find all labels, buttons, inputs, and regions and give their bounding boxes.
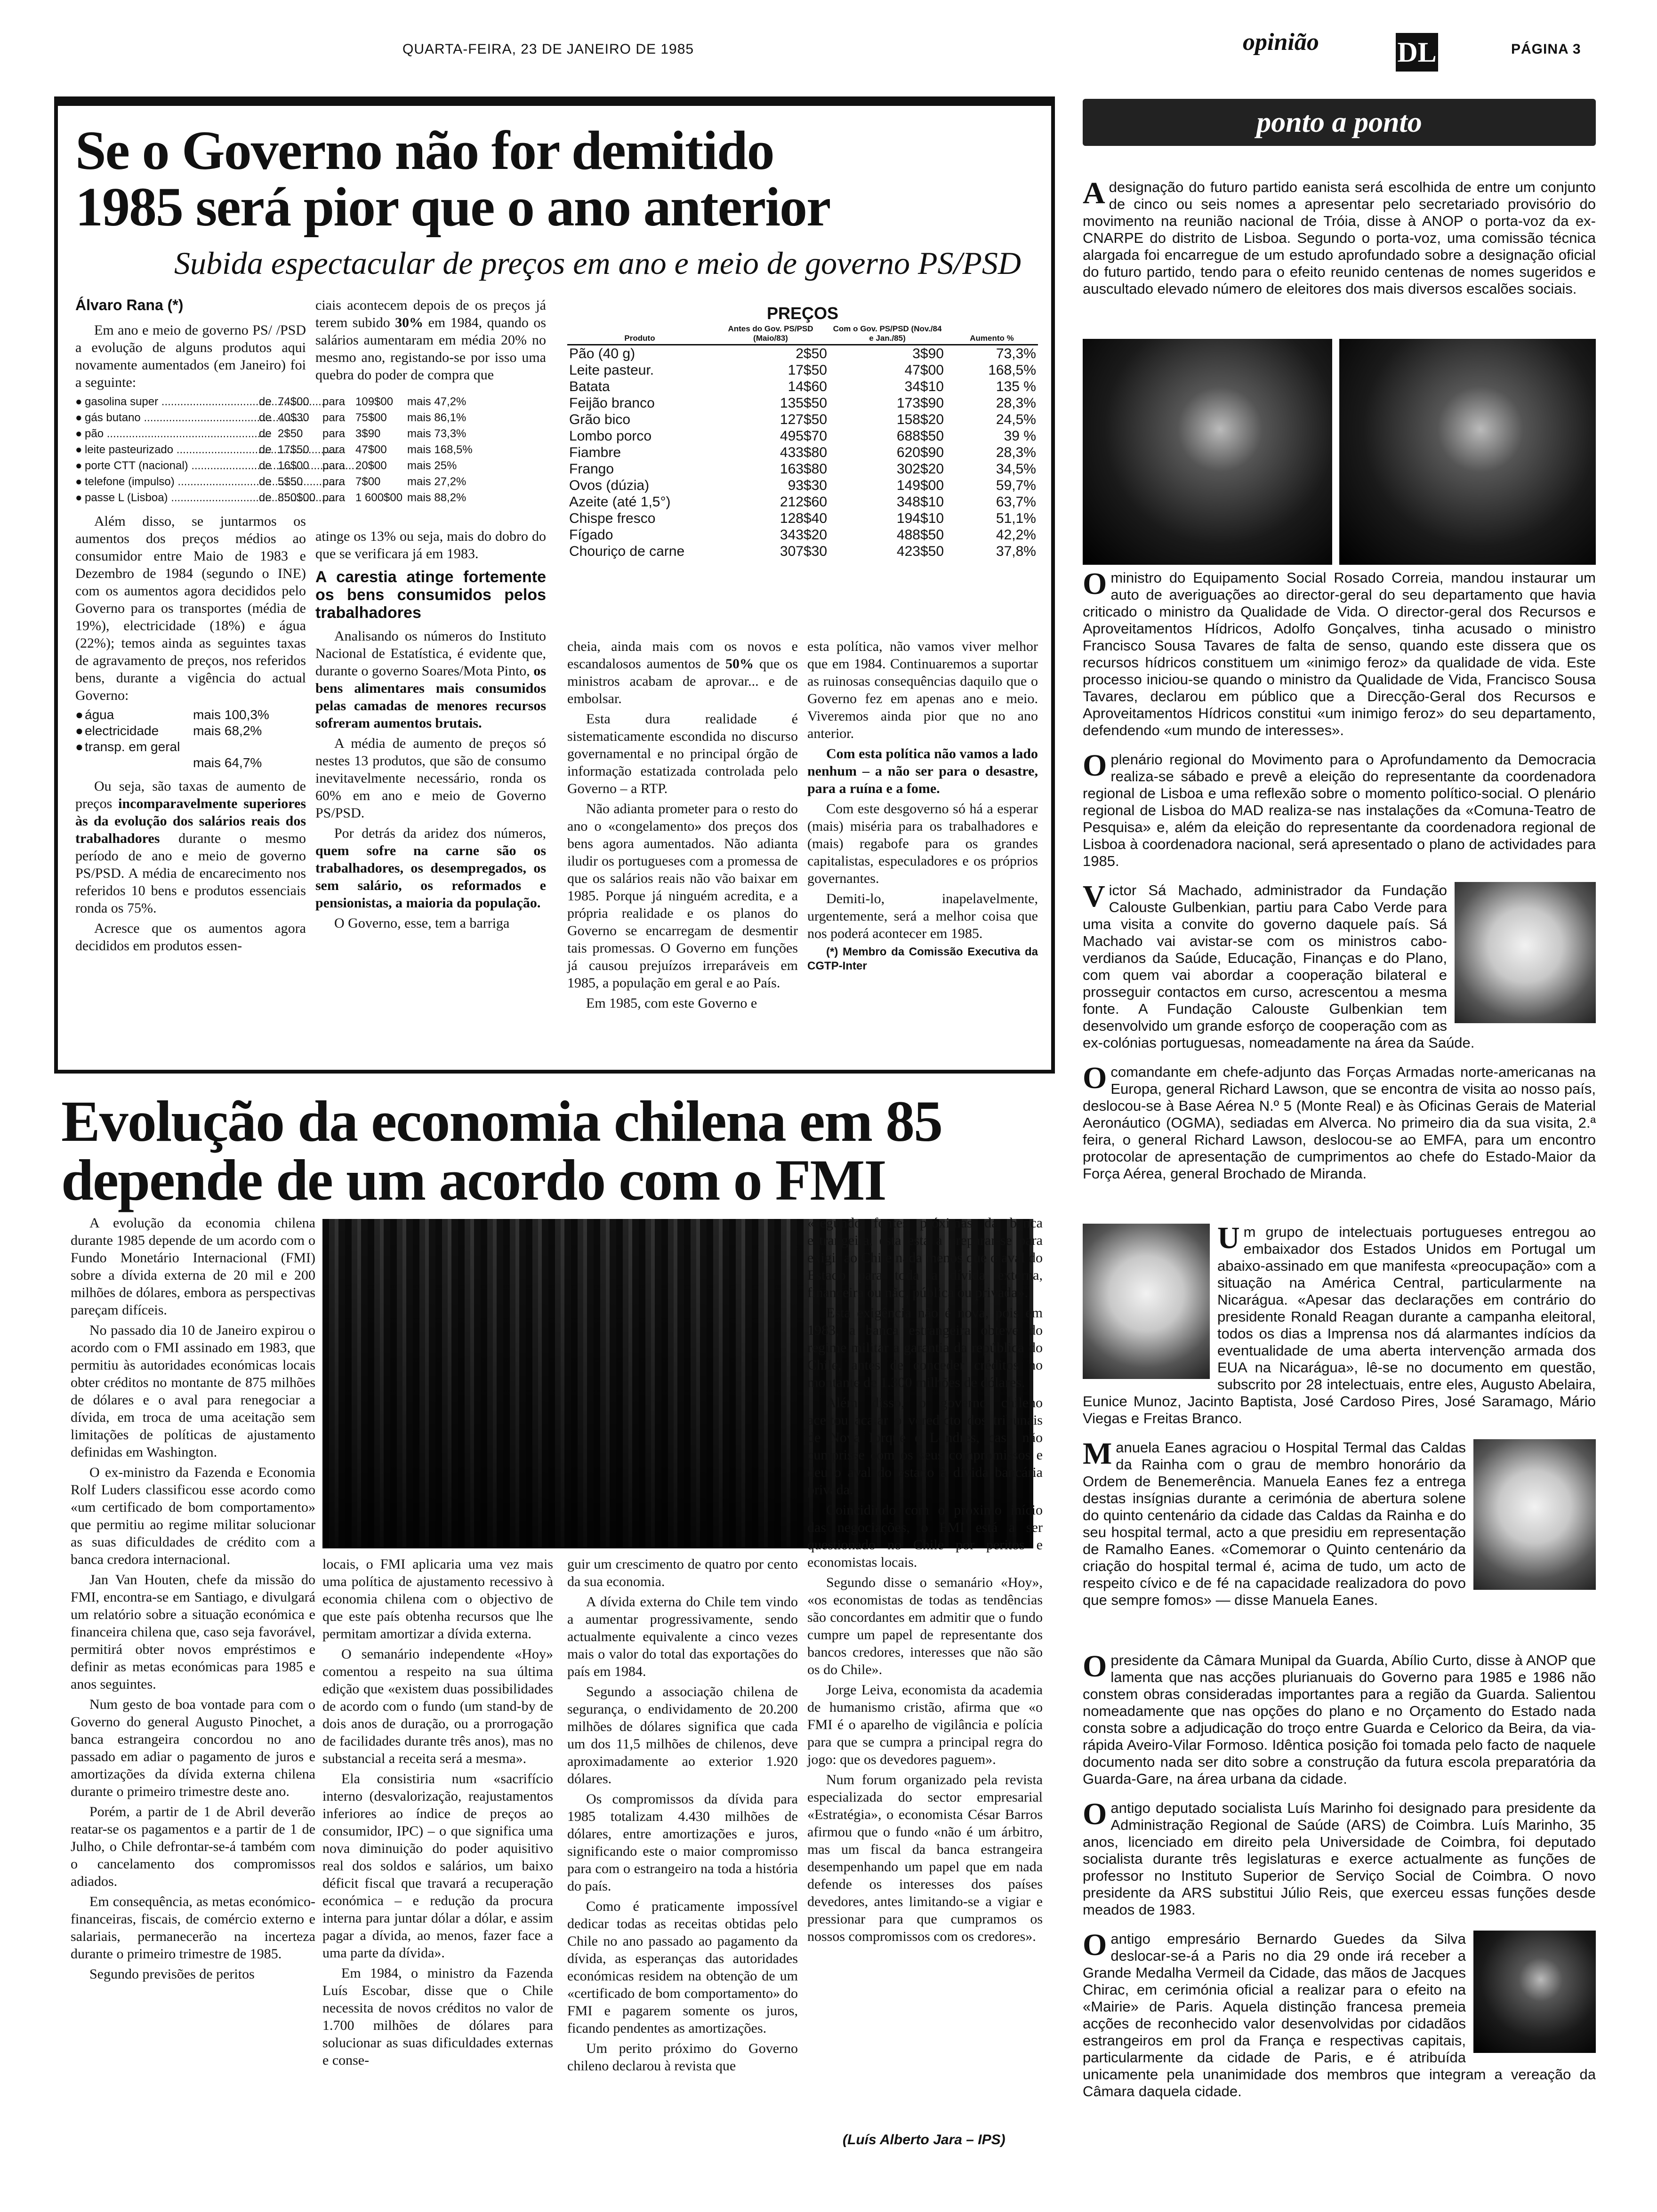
paragraph: Os compromissos da dívida para 1985 totalizam 4.430 milhões de dólares, entre amortizações e juros, significando este o maior compromisso para com o estrangeiro na toda a história do país. [567,1791,798,1894]
paragraph: No passado dia 10 de Janeiro expirou o acordo com o FMI assinado em 1983, que permitiu às autoridades económicas locais obter créditos no montante de 875 milhões de dólares e o aval para renegociar a dívida, em troca de uma aceitação sem limitações de políticas de ajustamento definidas em Washington. [71,1322,315,1460]
price-cell: 302$20 [896,461,944,477]
table-row [567,477,1038,494]
author-note: (*) Membro da Comissão Executiva da CGTP-Inter [807,946,1038,972]
tax-list [75,707,306,771]
paragraph: O ex-ministro da Fazenda e Economia Rolf Luders classificou esse acordo como «um certificado de bom comportamento» que permitiu ao regime militar solucionar as suas dificuldades de crédito com a banca credora internacional. [71,1465,315,1567]
portrait-photo-bearded-man [1083,339,1332,565]
list-item: ● gasolina super ..... de 74$00 para 109$00 mais 47,2% [75,394,546,410]
paragraph: Além disso, o governo chileno aceitou acatar o veredicto dos tribunais de Nova Iorque e Londres, caso não cumprisse com os seus compromissos e deu o aval do estado à dívida bancária privada. [807,1395,1043,1498]
article-subtitle: Subida espectacular de preços em ano e meio de governo PS/PSD [174,245,1022,281]
paragraph: A dívida externa do Chile tem vindo a aumentar progressivamente, sendo actualmente equivalente a cinco vezes mais o valor do total das exportações do país em 1984. [567,1594,798,1679]
paragraph: Um perito próximo do Governo chileno declarou à revista que [567,2041,798,2074]
author: Álvaro Rana (*) [75,297,184,313]
table-row [567,444,1038,461]
paragraph: Ou seja, são taxas de aumento de preços incomparavelmente superiores às da evolução dos salários reais dos trabalhadores durante o mesmo período de ano e meio de governo PS/PSD. A média de encarecimento nos referidos 10 bens e produtos essenciais ronda os 75%. [75,778,306,916]
prices-table-box [567,304,1038,560]
list-item: ● gás butano ..... de 40$30 para 75$00 mais 86,1% [75,410,546,426]
product-cell: Chispe fresco [569,511,656,526]
paragraph: Esta dura realidade é sistematicamente escondida no discurso governamental e no principal órgão de informação estatizada controlada pelo Governo – a RTP. [567,711,798,796]
paragraph: A média de aumento de preços só nestes 13 produtos, que são de consumo inevitavelmente necessário, ronda os 60% em ano e meio de Governo PS/PSD. [315,736,546,821]
price-cell: 14$60 [788,379,827,394]
product-cell: Leite pasteur. [569,362,654,378]
masthead-mark: DL [1396,33,1438,72]
ponto-items-column-3 [1083,1649,1596,2184]
paragraph: Segundo a associação chilena de segurança, o endividamento de 20.200 milhões de dólares significa que cada um dos 11,5 milhões de chilenos, deve aproximadamente ao exterior 1.920 dólares. [567,1684,798,1787]
paragraph: «segundo fontes próximas da banca estrangeira, esta está a preparar-se para exigir ao Chile nada menos que o aval do Estado para toda a dívida externa, financeira ou não, pública ou privada». [807,1215,1043,1300]
top-rule [54,96,1055,106]
product-cell: Chouriço de carne [569,544,685,559]
paragraph: guir um crescimento de quatro por cento da sua economia. [567,1556,798,1589]
price-cell: 348$10 [896,494,944,510]
article1-column-3 [567,638,798,1052]
price-cell: 28,3% [996,395,1036,411]
price-cell: 34$10 [904,379,944,394]
list-item: mais 64,7% [193,755,262,770]
paragraph: cheia, ainda mais com os novos e escandalosos aumentos de 50% que os ministros acabam de aprovar... e de embolsar. [567,639,798,706]
price-cell: 37,8% [996,544,1036,559]
price-cell: 423$50 [896,544,944,559]
table-row [567,378,1038,395]
paragraph: Jan Van Houten, chefe da missão do FMI, encontra-se em Santiago, e divulgará um relatório sobre a situação económica e financeira chilena que, caso seja favorável, permitirá obter novos empréstimos e definir as metas económicas para 1985 e anos seguintes. [71,1572,315,1692]
ponto-a-ponto-banner: ponto a ponto [1083,99,1596,146]
list-item: ● transp. em geral [75,739,180,754]
article2-column-2 [322,1555,553,2177]
issue-date: QUARTA-FEIRA, 23 DE JANEIRO DE 1985 [402,41,694,57]
portrait-photo-guedes-silva [1473,1931,1596,2053]
table-row [567,428,1038,444]
portrait-photo-woman [1083,1224,1210,1379]
paragraph: atinge os 13% ou seja, mais do dobro do que se verificara já em 1983. [315,529,546,561]
paragraph: Porém, a partir de 1 de Abril deverão reatar-se os pagamentos e a partir de 1 de Julho, o Chile defrontar-se-á também com o cancelamento dos compromissos adiados. [71,1804,315,1889]
article-title-line2: 1985 será pior que o ano anterior [75,176,830,238]
price-cell: 73,3% [996,346,1036,361]
portrait-photo-manuela-eanes [1473,1439,1596,1590]
paragraph: esta política, não vamos viver melhor que em 1984. Continuaremos a suportar as ruinosas consequências daquilo que o Governo fez em apenas ano e meio. Viveremos ainda pior que no ano anterior. [807,639,1038,741]
product-cell: Azeite (até 1,5°) [569,494,671,510]
price-cell: 433$80 [780,445,827,460]
prices-table [567,323,1038,560]
paragraph: Esta exigência não é nova, pois em 1983, a banca estrangeira obteve do regime militar a garantia da república do Chile, antes de conceder créditos no montante de 1.300 milhões de dólares. [807,1305,1043,1390]
product-cell: Feijão branco [569,395,655,411]
paragraph: Em 1985, com este Governo e [586,995,757,1011]
price-cell: 135$50 [780,395,827,411]
price-cell: 212$60 [780,494,827,510]
list-item: ● leite pasteurizado ..... de 17$50 para 47$00 mais 168,5% [75,442,546,458]
paragraph: Em 1984, o ministro da Fazenda Luís Escobar, disse que o Chile necessita de novos créditos no valor de 1.700 milhões de dólares para solucionar as suas dificuldades externas e conse- [322,1965,553,2068]
list-item: ● electricidade mais 68,2% [75,723,262,738]
product-cell: Lombo porco [569,428,652,444]
ponto-item: Oministro do Equipamento Social Rosado Correia, mandou instaurar um auto de averiguações ao director-geral do seu departamento que havia criticado o ministro da Qualidade de Vida. O director-geral dos Recursos e Aproveitamentos Hídricos, Adolfo Gonçalves, tinha acusado o ministro Francisco Sousa Tavares de falta de senso, quando este dissera que os recursos hídricos constituem um «inimigo feroz» da qualidade de vida. Este processo iniciou-se quando o ministro da Qualidade de Vida, Francisco Sousa Tavares, declarou em público que a Direcção-Geral dos Recursos e Aproveitamentos Hídricos constitui «um inimigo feroz» do seu departamento, defendendo «um mundo de interesses». [1083,567,1596,738]
price-cell: 34,5% [996,461,1036,477]
price-cell: 51,1% [996,511,1036,526]
price-cell: 495$70 [780,428,827,444]
paragraph: O semanário independente «Hoy» comentou a respeito na sua última edição que «existem duas possibilidades de acordo com o fundo (um stand-by de dois anos de duração, ou a prorrogação de facilidades durante três anos), mas no substancial a receita será a mesma». [322,1646,553,1766]
ponto-item: Ocomandante em chefe-adjunto das Forças Armadas norte-americanas na Europa, general Richard Lawson, que se encontra de visita ao nosso país, deslocou-se à Base Aérea N.º 5 (Monte Real) e às Oficinas Gerais de Material Aeronáutico (OGMA), sediadas em Alverca. No primeiro dia da sua visita, 2.ª feira, o general Richard Lawson, deslocou-se ao EMFA, para um encontro protocolar de apresentação de cumprimentos ao chefe do Estado-Maior da Força Aérea, general Brochado de Miranda. [1083,1061,1596,1182]
table-row [567,345,1038,362]
table-row [567,527,1038,543]
price-cell: 149$00 [896,478,944,493]
price-cell: 343$20 [780,527,827,543]
article2-title-line1: Evolução da economia chilena em 85 [61,1089,942,1154]
paragraph: Num gesto de boa vontade para com o Governo do general Augusto Pinochet, a banca estrangeira concordou no ano passado em adiar o pagamento de juros e amortizações da dívida externa chilena durante o primeiro trimestre deste ano. [71,1697,315,1799]
price-cell: 63,7% [996,494,1036,510]
price-cell: 128$40 [780,511,827,526]
price-cell: 488$50 [896,527,944,543]
paragraph: Em consequência, as metas económico-financeiras, fiscais, de comércio externo e salariais, permanecerão na incerteza durante o primeiro trimestre de 1985. [71,1894,315,1962]
table-header: Antes do Gov. PS/PSD (Maio/83) [712,323,829,345]
price-cell: 2$50 [796,346,827,361]
list-item: ● passe L (Lisboa) ..... de 850$00 para 1 600$00 mais 88,2% [75,490,546,506]
paragraph: Com esta política não vamos a lado nenhum – a não ser para o desastre, para a ruína e a fome. [807,746,1038,796]
price-cell: 620$90 [896,445,944,460]
product-cell: Frango [569,461,614,477]
ponto-item: Opresidente da Câmara Munipal da Guarda, Abílio Curto, disse à ANOP que lamenta que nas acções plurianuais do Governo para 1985 e 1986 não constem obras consideradas importantes para a região da Guarda. Salientou nomeadamente que nas opções do plano e no Orçamento do Estado nada consta sobre a adjudicação do troço entre Guarda e Celorico da Beira, da via-rápida Aveiro-Vilar Formoso. Idêntica posição foi tomada pelo facto de naquele documento nada ser dito sobre a construção da futura escola preparatória da Guarda-Gare, na área urbana da cidade. [1083,1649,1596,1787]
paragraph: Segundo previsões de peritos [89,1966,255,1982]
article2-title-line2: depende de um acordo com o FMI [61,1148,886,1212]
paragraph: Demiti-lo, inapelavelmente, urgentemente, será a melhor coisa que nos poderá acontecer em 1985. [807,891,1038,941]
product-cell: Pão (40 g) [569,346,635,361]
price-cell: 135 % [996,379,1036,394]
paragraph: Num forum organizado pela revista especializada do sector empresarial «Estratégia», o economista César Barros afirmou que o fundo «não é um árbitro, mas um fiscal da banca estrangeira desempenhando um papel que em nada defende os interesses dos países devedores, antes limitando-se a vigiar e pressionar para que cumpramos os nossos compromissos com os credores». [807,1772,1043,1944]
price-cell: 42,2% [996,527,1036,543]
article2-signature: (Luís Alberto Jara – IPS) [843,2132,1005,2148]
price-cell: 59,7% [996,478,1036,493]
masthead-logo: opinião [1243,29,1319,56]
table-row [567,362,1038,378]
article2-column-3 [567,1555,798,2177]
table-row [567,494,1038,510]
product-cell: Fígado [569,527,613,543]
price-cell: 194$10 [896,511,944,526]
page-number: PÁGINA 3 [1511,41,1581,57]
paragraph: Não adianta prometer para o resto do ano o «congelamento» dos preços dos bens agora aumentados. Não adianta iludir os portugueses com a promessa de que os salários reais não vão baixar em 1985. Porque já ninguém acredita, e a própria realidade e os planos do Governo se encarregam de desmentir tais promessas. O Governo em funções já causou prejuízos irreparáveis em 1985, a população em geral e ao País. [567,801,798,991]
ponto-item: Victor Sá Machado, administrador da Fundação Calouste Gulbenkian, partiu para Cabo Verde para uma visita a convite do governo daquele país. Sá Machado vai avistar-se com os ministros cabo-verdianos da Saúde, Educação, Finanças e do Plano, com quem vai abordar a cooperação bilateral e prosseguir contactos em curso, acrescentou a mesma fonte. A Fundação Calouste Gulbenkian tem desenvolvido um grande esforço de cooperação com as ex-colónias portuguesas, nomeadamente na área da Saúde. [1083,882,1596,1051]
product-cell: Grão bico [569,412,631,427]
paragraph: Jorge Leiva, economista da academia de humanismo cristão, afirma que «o FMI é o aparelho de vigilância e polícia para que se cumpra a principal regra do jogo: que os devedores paguem». [807,1682,1043,1767]
price-cell: 163$80 [780,461,827,477]
table-row [567,461,1038,477]
price-cell: 17$50 [788,362,827,378]
paragraph: Como é praticamente impossível dedicar todas as receitas obtidas pelo Chile no ano passado ao pagamento da dívida, as esperanças das autoridades económicas residem na obtenção de um «certificado de bom comportamento» do FMI e pagarem somente os juros, ficando pendentes as amortizações. [567,1899,798,2036]
paragraph: Em ano e meio de governo PS/ /PSD a evolução de alguns produtos aqui novamente aumentados (em Janeiro) foi a seguinte: [75,322,306,390]
price-cell: 173$90 [896,395,944,411]
product-cell: Batata [569,379,610,394]
ponto-item: Um grupo de intelectuais portugueses entregou ao embaixador dos Estados Unidos em Portugal um abaixo-assinado em que manifesta «preocupação» com a situação na América Central, particularmente na Nicarágua. «Apesar das declarações em contrário do presidente Ronald Reagan durante a campanha eleitoral, todos os dias a Imprensa nos dá alarmantes indícios da eventualidade de uma aberta intervenção armada dos EUA na Nicarágua», lê-se no documento em questão, subscrito por 28 intelectuais, entre eles, Augusto Abelaira, Eunice Munoz, Jacinto Baptista, José Cardoso Pires, José Saramago, Mário Viegas e Freitas Branco. [1083,1221,1596,1427]
paragraph: Por detrás da aridez dos números, quem sofre na carne são os trabalhadores, os desempregados, os sem salário, os reformados e pensionistas, a maioria da população. [315,825,546,911]
paragraph: Com este desgoverno só há a esperar (mais) miséria para os trabalhadores e (mais) regabofe para os grandes capitalistas, especuladores e os próprios governantes. [807,801,1038,886]
price-cell: 39 % [1004,428,1036,444]
table-row [567,543,1038,560]
product-cell: Ovos (dúzia) [569,478,650,493]
ponto-item: Oplenário regional do Movimento para o Aprofundamento da Democracia realiza-se sábado e prevê a eleição do representante da coordenadora regional de Lisboa e uma reflexão sobre o momento político-social. O plenário regional de Lisboa do MAD realiza-se nas instalações da «Comuna-Teatro de Pesquisa» e, além da eleição do representante da coordenadora regional de Lisboa à coordenadora nacional, será apresentado o plano de actividades para 1985. [1083,748,1596,869]
table-row [567,510,1038,527]
table-header: Aumento % [946,323,1038,345]
price-cell: 24,5% [996,412,1036,427]
paragraph: Segundo disse o semanário «Hoy», «os economistas de todas as tendências são concordantes em admitir que o fundo cumpre um papel de representante dos bancos credores, interesses que não são os do Chile». [807,1575,1043,1677]
list-item: ● telefone (impulso) ..... de 5$50 para 7$00 mais 27,2% [75,474,546,490]
paragraph: ciais acontecem depois de os preços já terem subido 30% em 1984, quando os salários aumentaram em média 20% no mesmo ano, registando-se por isso uma quebra do poder de compra que [315,297,547,383]
price-cell: 168,5% [988,362,1036,378]
paragraph: O Governo, esse, tem a barriga [334,915,510,931]
price-cell: 28,3% [996,445,1036,460]
product-cell: Fiambre [569,445,621,460]
price-cell: 93$30 [788,478,827,493]
ponto-items-column-2 [1083,1221,1596,1694]
price-cell: 127$50 [780,412,827,427]
price-cell: 158$20 [896,412,944,427]
article-title-line1: Se o Governo não for demitido [75,120,774,181]
paragraph: Além disso, se juntarmos os aumentos dos preços médios ao consumidor entre Maio de 1983 e Dezembro de 1984 (segundo o INE) com os aumentos agora decididos pelo Governo para os transportes (média de 19%), electricidade (18%) e água (22%); temos ainda as seguintes taxas de agravamento de preços, nos referidos bens, durante a vigência do actual Governo: [75,513,306,703]
ponto-item: Adesignação do futuro partido eanista será escolhida de entre um conjunto de cinco ou seis nomes a apresentar pelo secretariado provisório do movimento na reunião nacional de Tróia, disse à ANOP o porta-voz da ex-CNARPE do distrito de Lisboa. Segundo o porta-voz, uma comissão técnica alargada foi encarregue de um estudo aprofundado sobre a designação oficial do futuro partido, tendo para o efeito reunido centenas de nomes sugeridos e auscultado elevado número de eleitores dos mais diversos escalões sociais. [1083,176,1596,297]
price-cell: 688$50 [896,428,944,444]
ponto-item: Manuela Eanes agraciou o Hospital Termal das Caldas da Rainha com o grau de membro honorário da Ordem de Benemerência. Manuela Eanes fez a entrega destas insígnias durante a cerimónia de abertura solene do quinto centenário da cidade das Caldas da Rainha e do seu hospital termal, acto a que presidiu em representação de Ramalho Eanes. «Comemorar o Quinto centenário da criação do hospital termal é, acima de tudo, um acto de respeito cívico e de fé na capacidade realizadora do povo que sempre fomos» — disse Manuela Eanes. [1083,1439,1596,1609]
price-cell: 3$90 [912,346,944,361]
portrait-photo-sa-machado [1455,882,1596,1023]
portrait-photo-man [1339,339,1596,565]
prices-table-title: PREÇOS [766,304,839,323]
article2-column-1 [71,1214,315,2174]
article1-column-2 [315,297,546,1045]
price-cell: 47$00 [904,362,944,378]
article2-column-4 [807,1214,1043,2132]
article1-column-4 [807,638,1038,1052]
paragraph: A evolução da economia chilena durante 1985 depende de um acordo com o Fundo Monetário Internacional (FMI) sobre a dívida externa de 20 mil e 200 milhões de dólares, embora as perspectivas pareçam difíceis. [71,1215,315,1318]
paragraph: Analisando os números do Instituto Nacional de Estatística, é evidente que, durante o governo Soares/Mota Pinto, os bens alimentares mais consumidos pelas camadas de menores recursos sofreram aumentos brutais. [315,628,546,731]
section-heading: A carestia atinge fortemente os bens consumidos pelos trabalhadores [315,568,546,622]
table-header: Com o Gov. PS/PSD (Nov./84 e Jan./85) [829,323,946,345]
ponto-item: Oantigo empresário Bernardo Guedes da Silva deslocar-se-á a Paris no dia 29 onde irá receber a Grande Medalha Vermeil da Cidade, das mãos de Jacques Chirac, em cerimónia oficial a realizar para o efeito na «Mairie» de Paris. Aquela distinção francesa premeia acções de reconhecido valor desenvolvidas por cidadãos estrangeiros em prol da França e respectivas capitais, particularmente da cidade de Paris, e é atribuída unicamente pela unanimidade dos membros que integram a vereação da Câmara daquela cidade. [1083,1928,1596,2100]
paragraph: locais, o FMI aplicaria uma vez mais uma política de ajustamento recessivo à economia chilena com o objectivo de que este país obtenha recursos que lhe permitam amortizar a dívida externa. [322,1556,553,1642]
list-item: ● pão ..... de 2$50 para 3$90 mais 73,3% [75,426,546,442]
ponto-item: Oantigo deputado socialista Luís Marinho foi designado para presidente da Administração Regional de Saúde (ARS) de Coimbra. Luís Marinho, 35 anos, licenciado em direito pela Universidade de Coimbra, foi deputado socialista durante três legislaturas e exerce actualmente as funções de professor no Instituto Superior de Serviço Social de Coimbra. O novo presidente da ARS substitui Júlio Reis, que exerceu essas funções desde meados de 1983. [1083,1797,1596,1918]
list-item: ● água mais 100,3% [75,707,269,722]
list-item: ● porte CTT (nacional) ..... de 16$00 para 20$00 mais 25% [75,458,546,474]
table-row [567,395,1038,411]
table-header: Produto [567,323,712,345]
paragraph: Acresce que os aumentos agora decididos em produtos essen- [75,921,306,954]
paragraph: Ela consistiria num «sacrifício interno (desvalorização, reajustamentos inferiores ao índice de preços ao consumidor, IPC) – o que significa uma nova diminuição do poder aquisitivo real dos soldos e salários, um baixo déficit fiscal que travará a recuperação económica – e redução da procura interna para juntar dólar a dólar, e assim pagar a dívida, ao menos, fazer face a uma parte da dívida». [322,1771,553,1961]
table-row [567,411,1038,428]
price-cell: 307$30 [780,544,827,559]
paragraph: Coincidindo com o próximo início das negociações, o FMI está a ser questionado no Chile por peritos e economistas locais. [807,1502,1043,1570]
